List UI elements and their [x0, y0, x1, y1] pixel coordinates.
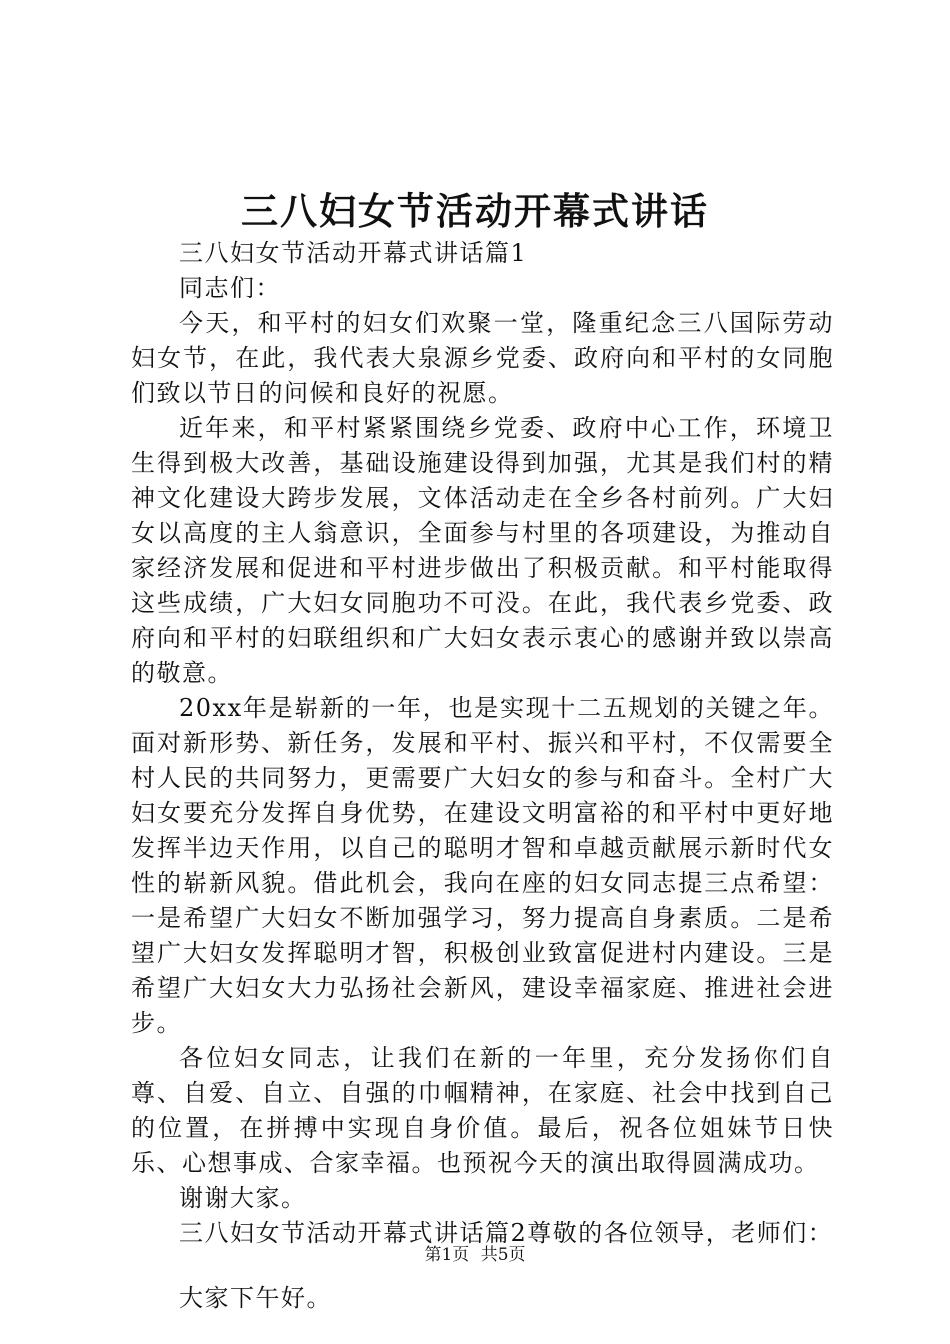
salutation: 同志们：: [179, 274, 281, 302]
greeting-line: 大家下午好。: [179, 1284, 332, 1312]
paragraph: 今天，和平村的妇女们欢聚一堂，隆重纪念三八国际劳动妇女节，在此，我代表大泉源乡党委、政府向和平村的女同胞们致以节日的问候和良好的祝愿。: [131, 309, 834, 407]
page-footer: [0, 1243, 950, 1267]
section-heading-2: 三八妇女节活动开幕式讲话篇2尊敬的各位领导，老师们：: [179, 1219, 834, 1247]
paragraph: 20xx年是崭新的一年，也是实现十二五规划的关键之年。面对新形势、新任务，发展和平村、振兴和平村，不仅需要全村人民的共同努力，更需要广大妇女的参与和奋斗。全村广大妇女要充分发挥自身优势，在建设文明富裕的和平村中更好地发挥半边天作用，以自己的聪明才智和卓越贡献展示新时代女性的崭新风貌。借此机会，我向在座的妇女同志提三点希望：一是希望广大妇女不断加强学习，努力提高自身素质。二是希望广大妇女发挥聪明才智，积极创业致富促进村内建设。三是希望广大妇女大力弘扬社会新风，建设幸福家庭、推进社会进步。: [131, 694, 834, 1037]
document-body: [131, 236, 834, 1316]
thanks-line: 谢谢大家。: [179, 1184, 307, 1212]
section-heading-1: 三八妇女节活动开幕式讲话篇1: [179, 239, 528, 267]
paragraph: 各位妇女同志，让我们在新的一年里，充分发扬你们自尊、自爱、自立、自强的巾帼精神，在家庭、社会中找到自己的位置，在拼搏中实现自身价值。最后，祝各位姐妹节日快乐、心想事成、合家幸福。也预祝今天的演出取得圆满成功。: [131, 1044, 834, 1177]
document-title: 三八妇女节活动开幕式讲话: [241, 189, 709, 233]
paragraph: 近年来，和平村紧紧围绕乡党委、政府中心工作，环境卫生得到极大改善，基础设施建设得到加强，尤其是我们村的精神文化建设大跨步发展，文体活动走在全乡各村前列。广大妇女以高度的主人翁意识，全面参与村里的各项建设，为推动自家经济发展和促进和平村进步做出了积极贡献。和平村能取得这些成绩，广大妇女同胞功不可没。在此，我代表乡党委、政府向和平村的妇联组织和广大妇女表示衷心的感谢并致以崇高的敬意。: [131, 414, 834, 687]
page-total: 共5页: [480, 1245, 526, 1265]
page-number: 第1页: [424, 1245, 470, 1265]
